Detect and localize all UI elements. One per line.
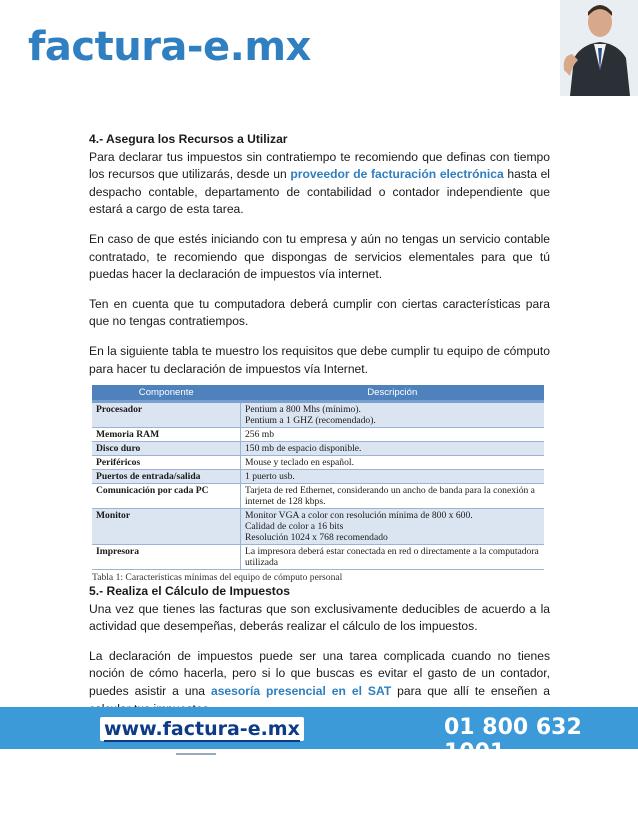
table-cell-componente: Disco duro: [92, 442, 241, 456]
section-5-p2-text-a: La declaración de impuestos puede ser una tarea complicada cuando no tienes noción de cómo hacerla, pero si lo que buscas es evitar el gasto de un contador, puedes asistir a una: [89, 648, 550, 698]
divider: [176, 753, 216, 755]
requirements-table: [92, 385, 544, 570]
requirements-table-wrap: [92, 385, 544, 583]
table-cell-componente: Puertos de entrada/salida: [92, 470, 241, 484]
table-header-descripcion: Descripción: [241, 385, 545, 402]
table-cell-descripcion: 256 mb: [241, 428, 545, 442]
table-cell-componente: Procesador: [92, 402, 241, 428]
section-5-heading: 5.- Realiza el Cálculo de Impuestos: [89, 584, 290, 598]
table-cell-descripcion: 1 puerto usb.: [241, 470, 545, 484]
table-cell-descripcion: Monitor VGA a color con resolución mínima de 800 x 600. Calidad de color a 16 bits Resolución 1024 x 768 recomendado: [241, 509, 545, 545]
table-row: [92, 428, 544, 442]
table-cell-componente: Monitor: [92, 509, 241, 545]
section-4-p1-text-b: hasta el despacho contable, departamento de contabilidad o contador independiente que estará a cargo de esta tarea.: [89, 167, 550, 217]
section-4: [89, 131, 550, 219]
section-4-p1-text-a: Para declarar tus impuestos sin contratiempo te recomiendo que definas con tiempo los recursos que utilizarás, desde un: [89, 149, 550, 182]
section-5: [89, 583, 550, 636]
table-row: [92, 545, 544, 570]
table-cell-componente: Impresora: [92, 545, 241, 570]
table-cell-descripcion: Tarjeta de red Ethernet, considerando un ancho de banda para la conexión a internet de 128 kbps.: [241, 484, 545, 509]
footer-url[interactable]: [100, 717, 304, 741]
footer-url-text: www.factura-e.mx: [104, 718, 300, 740]
table-cell-componente: Periféricos: [92, 456, 241, 470]
section-5-p2-text-b: para que allí te enseñen a: [397, 683, 551, 698]
table-cell-descripcion: La impresora deberá estar conectada en red o directamente a la computadora utilizada: [241, 545, 545, 570]
table-row: [92, 484, 544, 509]
table-row: [92, 402, 544, 428]
table-cell-descripcion: Pentium a 800 Mhs (mínimo). Pentium a 1 GHZ (recomendado).: [241, 402, 545, 428]
footer-phone: 01 800 632 1001: [444, 715, 582, 765]
link-asesoria-sat[interactable]: asesoría presencial en el SAT: [210, 683, 392, 698]
table-row: [92, 456, 544, 470]
section-4-p2: En caso de que estés iniciando con tu empresa y aún no tengas un servicio contable contratado, te recomiendo que dispongas de servicios elementales para que tú puedas hacer la declaración de impuestos vía internet.: [89, 231, 550, 282]
table-cell-descripcion: 150 mb de espacio disponible.: [241, 442, 545, 456]
article-body: [89, 131, 550, 390]
section-4-p4: En la siguiente tabla te muestro los requisitos que debe cumplir tu equipo de cómputo para hacer tu declaración de impuestos vía Internet.: [89, 343, 550, 376]
link-proveedor-facturacion[interactable]: proveedor de facturación electrónica: [290, 167, 504, 182]
section-4-heading: 4.- Asegura los Recursos a Utilizar: [89, 132, 288, 146]
table-cell-componente: Comunicación por cada PC: [92, 484, 241, 509]
section-4-p3: Ten en cuenta que tu computadora deberá cumplir con ciertas características para que no tengas contratiempos.: [89, 296, 550, 329]
table-row: [92, 509, 544, 545]
table-caption: Tabla 1: Características mínimas del equipo de cómputo personal: [92, 572, 343, 583]
header: [0, 0, 638, 100]
table-cell-descripcion: Mouse y teclado en español.: [241, 456, 545, 470]
table-cell-componente: Memoria RAM: [92, 428, 241, 442]
section-5-p1: Una vez que tienes las facturas que son exclusivamente deducibles de acuerdo a la actividad que desempeñas, deberás realizar el cálculo de los impuestos.: [89, 601, 550, 634]
businessman-photo: [560, 0, 638, 96]
footer-banner: [0, 707, 638, 765]
table-header-componente: Componente: [92, 385, 241, 402]
table-row: [92, 470, 544, 484]
logo: factura-e.mx: [28, 24, 311, 70]
table-row: [92, 442, 544, 456]
